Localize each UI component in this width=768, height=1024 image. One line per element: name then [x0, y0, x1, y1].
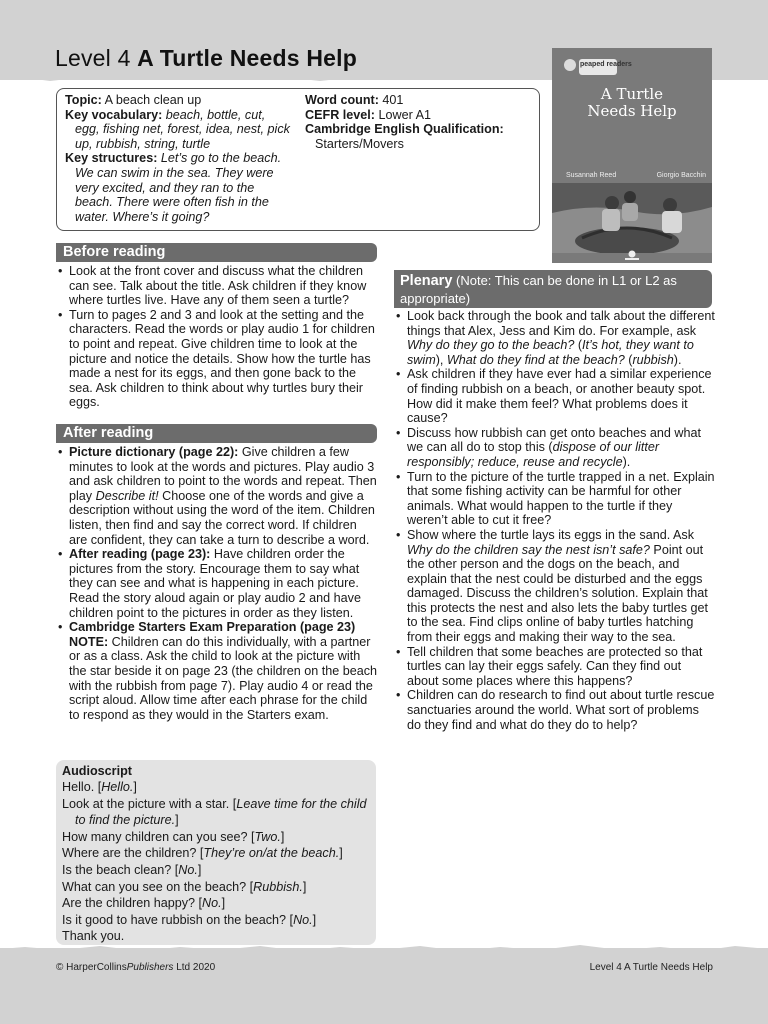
cover-title-line2: Needs Help	[587, 102, 677, 120]
list-item	[394, 367, 716, 425]
list-item	[394, 528, 716, 645]
audioscript-box	[56, 760, 376, 945]
audioscript-heading: Audioscript	[62, 764, 132, 778]
item-italic: Why do they go to the beach?	[407, 338, 575, 353]
line-text: Where are the children? [	[62, 846, 204, 861]
audioscript-line	[62, 912, 370, 929]
plenary-heading-title: Plenary	[400, 273, 453, 289]
publisher-logo-icon	[622, 250, 642, 260]
item-text: Discuss how rubbish can get onto beaches and what we can all do to stop this (	[407, 425, 702, 455]
audioscript-line	[62, 796, 370, 829]
copyright-text: © HarperCollins	[56, 962, 127, 973]
structures-label: Key structures:	[65, 151, 158, 166]
line-text: ]	[339, 846, 343, 861]
cover-credits	[566, 172, 706, 179]
after-reading-heading: After reading	[56, 424, 377, 443]
cefr-value: Lower A1	[378, 107, 432, 122]
plenary-heading-note: (Note: This can be done in L1 or L2 as appropriate)	[400, 273, 677, 306]
audioscript-line	[62, 862, 370, 879]
topic-row	[65, 93, 293, 108]
cambridge-label: Cambridge English Qualification:	[305, 122, 504, 137]
cover-author: Susannah Reed	[566, 172, 617, 179]
item-text: Have children order the pictures from the story. Encourage them to say what they can see and what is happening in each picture. Read the story aloud again or play audio 2 and have children point to the pictures in order as they listen.	[69, 547, 361, 620]
title-book: A Turtle Needs Help	[137, 45, 357, 71]
audioscript-line	[62, 829, 370, 846]
line-text: ]	[133, 780, 137, 794]
footer-band	[0, 948, 768, 1024]
line-italic: Hello.	[101, 780, 134, 794]
list-item	[394, 309, 716, 367]
audioscript-line	[62, 928, 370, 945]
line-text: ]	[302, 879, 307, 894]
line-text: ]	[197, 862, 202, 877]
list-item: • Turn to pages 2 and 3 and look at the setting and the characters. Read the words or play audio 1 for children to point and repeat. Give children time to look at the picture and notice the details. Show how the turtle has made a nest for its eggs, and then gone back to the sea. Ask children to think about why turtles bury their eggs.	[56, 308, 378, 410]
line-text: Hello. [	[62, 780, 102, 794]
vocab-value: beach, bottle, cut, egg, fishing net, forest, idea, nest, pick up, rubbish, string, turtle	[75, 107, 290, 151]
copyright-text: Ltd 2020	[173, 962, 216, 973]
book-cover-image	[552, 48, 712, 263]
vocab-label: Key vocabulary:	[65, 107, 163, 122]
item-lead: Picture dictionary (page 22):	[69, 445, 239, 459]
info-right-column	[305, 93, 535, 151]
plenary-list	[394, 309, 716, 732]
series-name: peaped readers	[580, 61, 632, 68]
item-italic: What do they find at the beach?	[446, 352, 625, 367]
cefr-row	[305, 108, 535, 123]
item-italic: rubbish	[632, 352, 674, 367]
list-item	[394, 470, 716, 528]
structures-value: Let’s go to the beach. We can swim in the sea. They were very excited, and they ran to the beach. There were often fish in the water. Where’s it going?	[75, 151, 282, 224]
line-text: Are the children happy? [	[62, 896, 203, 911]
line-italic: Leave time for the child to find the picture.	[75, 796, 367, 828]
cambridge-value: Starters/Movers	[315, 136, 404, 151]
line-text: Is the beach clean? [	[62, 862, 179, 877]
list-item	[394, 688, 716, 732]
line-text: ]	[280, 829, 285, 844]
cover-title-line1: A Turtle	[600, 85, 664, 103]
item-text: (	[624, 352, 633, 367]
line-text: What can you see on the beach? [	[62, 879, 254, 894]
page-title	[55, 45, 357, 72]
structures-row	[65, 151, 293, 224]
copyright-italic: Publishers	[126, 962, 174, 973]
list-item	[56, 620, 378, 722]
item-text: Choose one of the words and give a description without using the word of the item. Children listen, then find and say the correct word. If children are confident, they can take a turn to describe a word.	[69, 488, 375, 547]
wordcount-label: Word count:	[305, 93, 379, 107]
item-lead: After reading (page 23):	[69, 547, 211, 562]
line-italic: Rubbish.	[253, 879, 303, 894]
item-italic: It’s hot, they want to swim	[407, 338, 694, 367]
vocab-row	[65, 108, 293, 152]
line-text: Is it good to have rubbish on the beach? [	[62, 912, 294, 927]
plenary-heading	[394, 270, 712, 308]
list-item	[56, 445, 378, 547]
before-reading-list	[56, 264, 378, 410]
list-item	[56, 547, 378, 620]
line-italic: No.	[293, 912, 313, 927]
info-left-column	[65, 93, 293, 224]
info-box	[56, 88, 540, 231]
line-text: How many children can you see? [	[62, 829, 255, 844]
audioscript-line	[62, 845, 370, 862]
item-text: Tell children that some beaches are protected so that turtles can lay their eggs safely. Can they find out about some places where this happens?	[407, 644, 703, 688]
line-text: ]	[221, 896, 226, 911]
item-text: Show where the turtle lays its eggs in the sand. Ask	[407, 527, 695, 542]
cover-illustrator: Giorgio Bacchin	[656, 172, 706, 179]
item-text: (	[574, 338, 583, 353]
line-text: ]	[312, 912, 317, 927]
line-italic: No.	[178, 862, 198, 877]
item-text: Children can do this individually, with a partner or as a class. Ask the child to look at the picture with the star beside it on page 23 (the children on the beach with the rubbish from page 7). Play audio 4 or read the script aloud. Allow time after each phrase for the child to respond as they would in the Starters exam.	[69, 634, 378, 722]
cover-illustration-icon	[552, 183, 712, 253]
before-reading-heading: Before reading	[56, 243, 377, 262]
item-italic: Describe it!	[95, 488, 159, 503]
title-level: Level 4	[55, 45, 131, 71]
wordcount-value: 401	[382, 93, 404, 107]
line-text: ]	[175, 813, 179, 828]
item-text: Point out the other person and the dogs on the beach, and explain that the nest could be disturbed and the eggs damaged. Discuss the children’s solution. Explain that this protects the nest and also lets the baby turtles get to the sea. Find clips online of baby turtles hatching from their eggs and making their way to the sea.	[407, 542, 709, 645]
item-italic: dispose of our litter responsibly; reduce, reuse and recycle	[407, 440, 660, 469]
line-italic: They’re on/at the beach.	[203, 846, 340, 861]
footer-copyright	[56, 962, 215, 973]
line-text: Thank you.	[62, 929, 125, 944]
topic-label: Topic:	[65, 93, 102, 107]
item-text: Give children a few minutes to look at the words and pictures. Play audio 3 and ask children to point to the words and repeat. Then play	[69, 445, 377, 503]
cover-title	[552, 86, 712, 120]
cefr-label: CEFR level:	[305, 107, 375, 122]
item-text: Children can do research to find out about turtle rescue sanctuaries around the world. What sort of problems do they find and what do they do to help?	[407, 688, 715, 732]
footer-book-title: Level 4 A Turtle Needs Help	[589, 962, 713, 973]
item-text: Turn to the picture of the turtle trapped in a net. Explain that some fishing activity can be harmful for other animals. What would happen to the turtle if they weren’t able to cut it free?	[407, 469, 715, 528]
item-text: Ask children if they have ever had a similar experience of finding rubbish on a beach, or another beauty spot. How did it make them feel? What problems does it cause?	[407, 367, 712, 426]
topic-value: A beach clean up	[104, 93, 202, 107]
item-text: ).	[622, 454, 631, 469]
line-text: Look at the picture with a star. [	[62, 796, 237, 811]
line-italic: Two.	[254, 829, 281, 844]
item-text: ),	[435, 352, 447, 367]
item-italic: Why do the children say the nest isn’t safe?	[407, 542, 650, 557]
list-item	[394, 645, 716, 689]
audioscript-line	[62, 895, 370, 912]
line-italic: No.	[202, 896, 222, 911]
audioscript-line	[62, 779, 370, 796]
list-item: • Look at the front cover and discuss what the children can see. Talk about the title. Ask children if they know where turtles live. Have any of them seen a turtle?	[56, 264, 378, 308]
item-text: ).	[673, 352, 682, 367]
item-text: Look back through the book and talk about the different things that Alex, Jess and Kim do. For example, ask	[407, 309, 715, 338]
audioscript-line	[62, 879, 370, 896]
list-item	[394, 426, 716, 470]
item-lead: Cambridge Starters Exam Preparation (page 23) NOTE:	[69, 620, 356, 649]
wordcount-row	[305, 93, 535, 108]
after-reading-list	[56, 445, 378, 722]
